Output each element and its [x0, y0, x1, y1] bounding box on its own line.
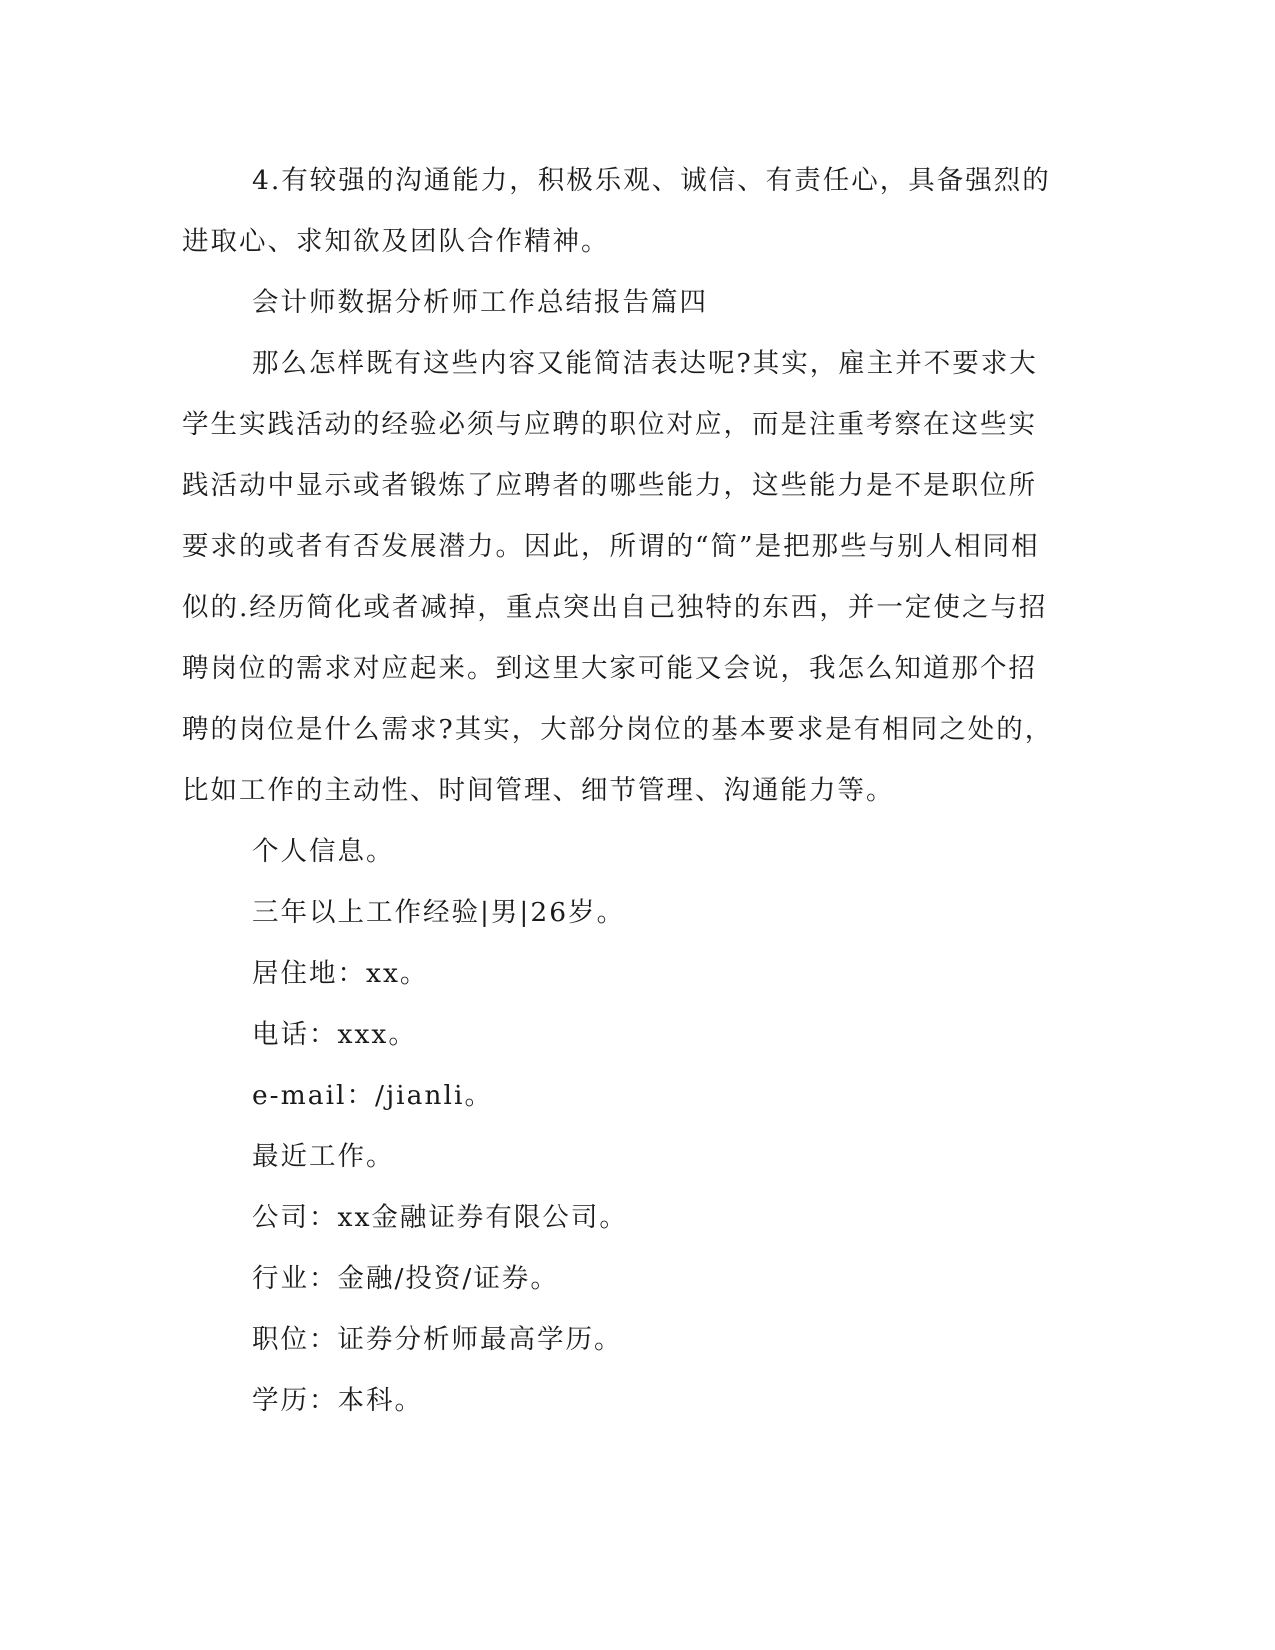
info-item: 个人信息。 [252, 836, 395, 867]
text-line: 要求的或者有否发展潜力。因此，所谓的“简”是把那些与别人相同相 [182, 531, 1040, 562]
text-line: 4.有较强的沟通能力，积极乐观、诚信、有责任心，具备强烈的 [252, 165, 1051, 196]
text-line: 聘的岗位是什么需求?其实，大部分岗位的基本要求是有相同之处的， [182, 714, 1054, 745]
info-item: e-mail：/jianli。 [252, 1080, 493, 1111]
info-item: 最近工作。 [252, 1141, 395, 1172]
text-line: 聘岗位的需求对应起来。到这里大家可能又会说，我怎么知道那个招 [182, 653, 1037, 684]
text-line: 那么怎样既有这些内容又能简洁表达呢?其实，雇主并不要求大 [252, 348, 1038, 379]
info-list [182, 821, 1042, 1431]
info-item: 职位：证券分析师最高学历。 [252, 1324, 623, 1355]
info-item: 学历：本科。 [252, 1385, 423, 1416]
info-item: 公司：xx金融证券有限公司。 [252, 1202, 628, 1233]
info-item: 三年以上工作经验|男|26岁。 [252, 897, 626, 928]
info-item: 电话：xxx。 [252, 1019, 417, 1050]
heading-text: 会计师数据分析师工作总结报告篇四 [252, 287, 708, 318]
document-body [182, 150, 1054, 1431]
info-item: 行业：金融/投资/证券。 [252, 1263, 559, 1294]
text-line: 似的.经历简化或者减掉，重点突出自己独特的东西，并一定使之与招 [182, 592, 1048, 623]
paragraph-resume-advice [182, 333, 1054, 821]
text-line: 比如工作的主动性、时间管理、细节管理、沟通能力等。 [182, 775, 895, 806]
text-line: 进取心、求知欲及团队合作精神。 [182, 226, 610, 257]
paragraph-requirement-4 [182, 150, 1051, 272]
text-line: 学生实践活动的经验必须与应聘的职位对应，而是注重考察在这些实 [182, 409, 1037, 440]
info-item: 居住地：xx。 [252, 958, 429, 989]
text-line: 践活动中显示或者锻炼了应聘者的哪些能力，这些能力是不是职位所 [182, 470, 1037, 501]
section-heading [182, 272, 1042, 333]
